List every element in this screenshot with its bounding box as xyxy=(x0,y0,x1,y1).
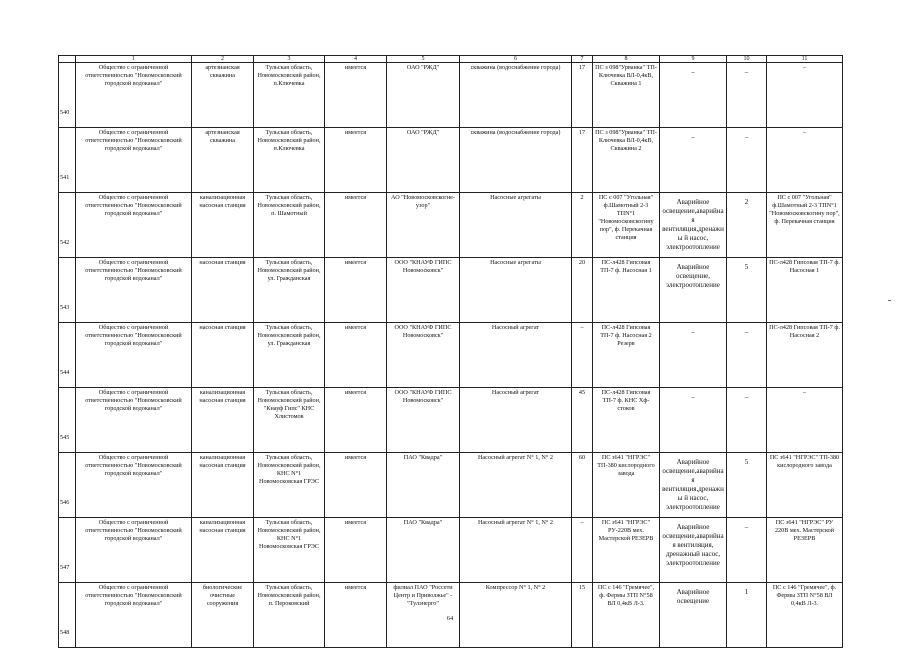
equipment-cell: Насосный агрегат xyxy=(460,323,572,388)
table-row xyxy=(59,193,843,258)
address-cell: Тульская область, Новомосковский район, ул. Гражданская xyxy=(254,323,325,388)
address-cell: Тульская область, Новомосковский район, п. Шамотный xyxy=(254,193,325,258)
critical-load-cell: – xyxy=(660,388,727,453)
availability-cell: имеется xyxy=(325,323,387,388)
object-type-cell: биологические очистные сооружения xyxy=(192,583,254,648)
critical-power-cell: – xyxy=(727,63,767,128)
object-type-cell: артезианская скважина xyxy=(192,128,254,193)
equipment-cell: Компрессор N° 1, N° 2 xyxy=(460,583,572,648)
availability-cell: имеется xyxy=(325,518,387,583)
supply-source-cell: ПС-л428 Гипсовая ТП-7 ф. Насосная 2 Резерв xyxy=(593,323,660,388)
object-type-cell: канализационная насосная станция xyxy=(192,388,254,453)
header-cell: 3 xyxy=(254,56,325,63)
power-cell: 15 xyxy=(572,583,593,648)
backup-source-cell: – xyxy=(767,388,843,453)
table-row xyxy=(59,518,843,583)
data-table xyxy=(58,55,843,648)
organization-cell: Общество с ограниченной ответственностью "Новомосковский городской водоканал" xyxy=(76,518,192,583)
critical-load-cell: Аварийное освещение xyxy=(660,583,727,648)
critical-load-cell: – xyxy=(660,63,727,128)
supplier-cell: ОАО "РЖД" xyxy=(387,128,460,193)
supplier-cell: филиал ПАО "Россети Центр и Приволжье" - "Тулэнерго" xyxy=(387,583,460,648)
power-cell: 45 xyxy=(572,388,593,453)
object-type-cell: канализационная насосная станция xyxy=(192,453,254,518)
critical-power-cell: – xyxy=(727,388,767,453)
address-cell: Тульская область, Новомосковский район, "Кнауф Гипс" КНС Хлистомов xyxy=(254,388,325,453)
supply-source-cell: ПС с 146 "Гремячее", ф. Фермы ЗТП N°58 ВЛ 0,4кВ Л-3. xyxy=(593,583,660,648)
power-cell: 2 xyxy=(572,193,593,258)
table-row xyxy=(59,388,843,453)
page-number: 64 xyxy=(446,615,454,622)
critical-power-cell: 5 xyxy=(727,453,767,518)
supply-source-cell: ПС-л428 Гипсовая ТП-7 ф. Насосная 1 xyxy=(593,258,660,323)
supply-source-cell: ПС з 098"Урванка" ТП-Ключевка ВЛ-0,4кВ, Скважина 2 xyxy=(593,128,660,193)
equipment-cell: скважина (водоснабжение города) xyxy=(460,63,572,128)
row-number: 540 xyxy=(59,63,76,128)
row-number: 542 xyxy=(59,193,76,258)
organization-cell: Общество с ограниченной ответственностью "Новомосковский городской водоканал" xyxy=(76,193,192,258)
availability-cell: имеется xyxy=(325,63,387,128)
object-type-cell: канализационная насосная станция xyxy=(192,518,254,583)
critical-load-cell: Аварийное освещение,аварийная вентиляция, дренажный насос, электроотопление xyxy=(660,518,727,583)
header-cell: 11 xyxy=(767,56,843,63)
supplier-cell: ОАО "РЖД" xyxy=(387,63,460,128)
availability-cell: имеется xyxy=(325,388,387,453)
row-number: 544 xyxy=(59,323,76,388)
equipment-cell: Насосный агрегат xyxy=(460,388,572,453)
address-cell: Тульская область, Новомосковский район, КНС N°1 Новомосковская ГРЭС xyxy=(254,518,325,583)
supplier-cell: АО "Новомосковскогие-узор" xyxy=(387,193,460,258)
scan-mark xyxy=(888,300,891,301)
supplier-cell: ПАО "Квадра" xyxy=(387,453,460,518)
header-cell: 2 xyxy=(192,56,254,63)
equipment-cell: Насосный агрегат N° 1, N° 2 xyxy=(460,518,572,583)
backup-source-cell: ПС с 007 "Угольная" ф.Шамотный 2-3 ТПN°1 "Новомосковскогину пор", ф. Перекачная станция xyxy=(767,193,843,258)
supply-source-cell: ПС з641 "НГРЭС" ТП-380 кислородного завода xyxy=(593,453,660,518)
equipment-cell: Насосные агрегаты xyxy=(460,193,572,258)
supply-source-cell: ПС з 098"Урванка" ТП-Ключевка ВЛ-0,4кВ, Скважина 1 xyxy=(593,63,660,128)
backup-source-cell: ПС-л428 Гипсовая ТП-7 ф. Насосная 1 xyxy=(767,258,843,323)
power-cell: 17 xyxy=(572,63,593,128)
supplier-cell: ООО "КНАУФ ГИПС Новомосковск" xyxy=(387,258,460,323)
critical-power-cell: 2 xyxy=(727,193,767,258)
row-number: 548 xyxy=(59,583,76,648)
supplier-cell: ООО "КНАУФ ГИПС Новомосковск" xyxy=(387,323,460,388)
header-cell: 5 xyxy=(387,56,460,63)
backup-source-cell: – xyxy=(767,63,843,128)
supplier-cell: ООО "КНАУФ ГИПС Новомосковск" xyxy=(387,388,460,453)
availability-cell: имеется xyxy=(325,193,387,258)
critical-load-cell: Аварийное освещение,аварийная вентиляция,дренажны й насос, электроотопление xyxy=(660,453,727,518)
supply-source-cell: ПС з641 "НГРЭС" РУ-220В мех. Мастерской РЕЗЕРВ xyxy=(593,518,660,583)
critical-load-cell: Аварийное освещение,аварийная вентиляция,дренажны й насос, электроотопление xyxy=(660,193,727,258)
header-cell: 7 xyxy=(572,56,593,63)
availability-cell: имеется xyxy=(325,583,387,648)
supply-source-cell: ПС-л428 Гипсовая ТП-7 ф. КНС Хф-стоков xyxy=(593,388,660,453)
availability-cell: имеется xyxy=(325,453,387,518)
object-type-cell: артезианская скважина xyxy=(192,63,254,128)
backup-source-cell: ПС с 146 "Гремячее", ф. Фермы ЗТП N°58 ВЛ 0,4кВ Л-3. xyxy=(767,583,843,648)
organization-cell: Общество с ограниченной ответственностью "Новомосковский городской водоканал" xyxy=(76,63,192,128)
header-cell: 8 xyxy=(593,56,660,63)
backup-source-cell: ПС-л428 Гипсовая ТП-7 ф. Насосная 2 xyxy=(767,323,843,388)
header-cell: 1 xyxy=(76,56,192,63)
row-number: 547 xyxy=(59,518,76,583)
header-cell: 9 xyxy=(660,56,727,63)
power-cell: – xyxy=(572,518,593,583)
row-number: 541 xyxy=(59,128,76,193)
header-cell: 10 xyxy=(727,56,767,63)
critical-load-cell: – xyxy=(660,128,727,193)
address-cell: Тульская область, Новомосковский район, п.Ключевка xyxy=(254,128,325,193)
equipment-cell: Насосные агрегаты xyxy=(460,258,572,323)
backup-source-cell: – xyxy=(767,128,843,193)
table-row xyxy=(59,63,843,128)
header-row xyxy=(59,56,843,63)
critical-power-cell: 5 xyxy=(727,258,767,323)
critical-power-cell: – xyxy=(727,518,767,583)
object-type-cell: канализационная насосная станция xyxy=(192,193,254,258)
power-cell: 20 xyxy=(572,258,593,323)
critical-load-cell: Аварийное освещение, электроотопление xyxy=(660,258,727,323)
supplier-cell: ПАО "Квадра" xyxy=(387,518,460,583)
address-cell: Тульская область, Новомосковский район, п.Ключевка xyxy=(254,63,325,128)
table-row xyxy=(59,453,843,518)
address-cell: Тульская область, Новомосковский район, п. Пероковский xyxy=(254,583,325,648)
backup-source-cell: ПС з641 "НГРЭС" ТП-380 кислородного завода xyxy=(767,453,843,518)
critical-power-cell: – xyxy=(727,323,767,388)
row-number: 546 xyxy=(59,453,76,518)
organization-cell: Общество с ограниченной ответственностью "Новомосковский городской водоканал" xyxy=(76,453,192,518)
address-cell: Тульская область, Новомосковский район, ул. Гражданская xyxy=(254,258,325,323)
critical-power-cell: 1 xyxy=(727,583,767,648)
critical-power-cell: – xyxy=(727,128,767,193)
header-cell-blank xyxy=(59,56,76,63)
organization-cell: Общество с ограниченной ответственностью "Новомосковский городской водоканал" xyxy=(76,583,192,648)
equipment-cell: скважина (водоснабжение города) xyxy=(460,128,572,193)
backup-source-cell: ПС з641 "НГРЭС" РУ 220В мех. Мастерской РЕЗЕРВ xyxy=(767,518,843,583)
organization-cell: Общество с ограниченной ответственностью "Новомосковский городской водоканал" xyxy=(76,258,192,323)
object-type-cell: насосная станция xyxy=(192,323,254,388)
power-cell: – xyxy=(572,323,593,388)
organization-cell: Общество с ограниченной ответственностью "Новомосковский городской водоканал" xyxy=(76,388,192,453)
header-cell: 6 xyxy=(460,56,572,63)
critical-load-cell: – xyxy=(660,323,727,388)
power-cell: 60 xyxy=(572,453,593,518)
equipment-cell: Насосный агрегат N° 1, N° 2 xyxy=(460,453,572,518)
organization-cell: Общество с ограниченной ответственностью "Новомосковский городской водоканал" xyxy=(76,323,192,388)
address-cell: Тульская область, Новомосковский район, КНС N°1 Новомосковская ГРЭС xyxy=(254,453,325,518)
table-row xyxy=(59,128,843,193)
power-cell: 17 xyxy=(572,128,593,193)
table-row xyxy=(59,323,843,388)
organization-cell: Общество с ограниченной ответственностью "Новомосковский городской водоканал" xyxy=(76,128,192,193)
availability-cell: имеется xyxy=(325,128,387,193)
table-row xyxy=(59,258,843,323)
row-number: 543 xyxy=(59,258,76,323)
object-type-cell: насосная станция xyxy=(192,258,254,323)
availability-cell: имеется xyxy=(325,258,387,323)
supply-source-cell: ПС с 007 "Угольная" ф.Шамотный 2-3 ТПN°1 "Новомосковскогину пор", ф. Перекачная станция xyxy=(593,193,660,258)
header-cell: 4 xyxy=(325,56,387,63)
row-number: 545 xyxy=(59,388,76,453)
